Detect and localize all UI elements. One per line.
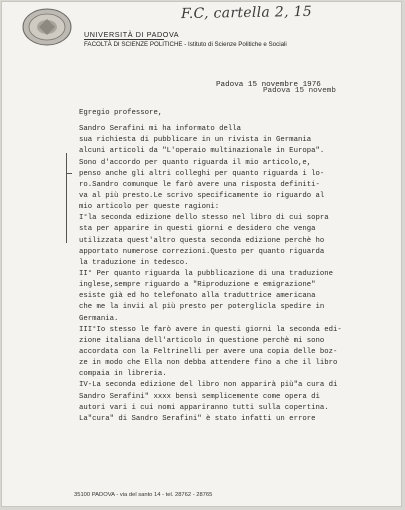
margin-mark-tick bbox=[67, 173, 72, 174]
letter-line: Germania. bbox=[79, 314, 119, 323]
letter-line: sua richiesta di pubblicare in un rivista in Germania bbox=[79, 136, 312, 145]
letter-line: penso anche gli altri colleghi per quanto riguarda i lo- bbox=[79, 169, 325, 178]
letter-line: utilizzata quest'altro questa seconda edizione perchè ho bbox=[79, 236, 325, 245]
letter-line: Sono d'accordo per quanto riguarda il mio articolo,e, bbox=[79, 158, 312, 167]
letterhead-footer: 35100 PADOVA - via del santo 14 - tel. 28762 - 28765 bbox=[74, 492, 213, 498]
letter-line: ze in modo che Ella non debba attendere fino a che il libro bbox=[79, 359, 338, 368]
letter-line: Sandro Serafini" xxxx bensì semplicemente come opera di bbox=[79, 392, 320, 401]
letterhead-rule bbox=[84, 39, 164, 40]
faculty-name: FACOLTÀ DI SCIENZE POLITICHE - Istituto di Scienze Politiche e Sociali bbox=[84, 41, 287, 48]
letter-line: IV-La seconda edizione del libro non apparirà più"a cura di bbox=[79, 381, 338, 390]
letter-line: zione italiana dell'articolo in questione perchè mi sono bbox=[79, 336, 325, 345]
letter-line: I°la seconda edizione dello stesso nel libro di cui sopra bbox=[79, 214, 329, 223]
letter-line: sta per apparire in questi giorni e desidero che venga bbox=[79, 225, 316, 234]
letter-line: esiste già ed ho telefonato alla traduttrice americana bbox=[79, 292, 316, 301]
letter-line: la traduzione in tedesco. bbox=[79, 258, 189, 267]
letter-line: III°Io stesso le farò avere in questi giorni la seconda edi- bbox=[79, 325, 342, 334]
letter-line: Sandro Serafini mi ha informato della bbox=[79, 125, 242, 134]
handwritten-annotation: F.C, cartella 2, 15 bbox=[180, 3, 313, 23]
letter-line: che me la invii al più presto per poterglicla spedire in bbox=[79, 303, 325, 312]
letter-line: autori vari i cui nomi appariranno tutti sulla copertina. bbox=[79, 403, 329, 412]
letter-body bbox=[79, 108, 399, 425]
letter-date-overtype: Padova 15 novemb bbox=[263, 87, 336, 95]
letter-line: alcuni articoli da "L'operaio multinazionale in Europa". bbox=[79, 147, 325, 156]
letter-date: Padova 15 novembre 1976 bbox=[216, 81, 321, 89]
letter-line: mio articolo per queste ragioni: bbox=[79, 203, 220, 212]
letter-page bbox=[1, 1, 402, 507]
university-seal-icon bbox=[21, 7, 73, 47]
letter-line: Egregio professore, bbox=[79, 109, 163, 117]
university-name: UNIVERSITÀ DI PADOVA bbox=[84, 30, 180, 39]
letter-line: II° Per quanto riguarda la pubblicazione di una traduzione bbox=[79, 269, 333, 278]
letter-line: va al più presto.Le scrivo specificamente io riguardo al bbox=[79, 191, 325, 200]
letter-line: ro.Sandro comunque le farò avere una risposta definiti- bbox=[79, 180, 320, 189]
letter-line: inglese,sempre riguardo a "Riproduzione e emigrazione" bbox=[79, 281, 316, 290]
letter-line: compaia in libreria. bbox=[79, 370, 167, 379]
letter-line: accordata con la Feltrinelli per avere una copia delle boz- bbox=[79, 347, 338, 356]
letter-line: apportato numerose correzioni.Questo per quanto riguarda bbox=[79, 247, 325, 256]
letter-line: La"cura" di Sandro Serafini" è stato infatti un errore bbox=[79, 414, 316, 423]
margin-mark bbox=[66, 153, 67, 243]
